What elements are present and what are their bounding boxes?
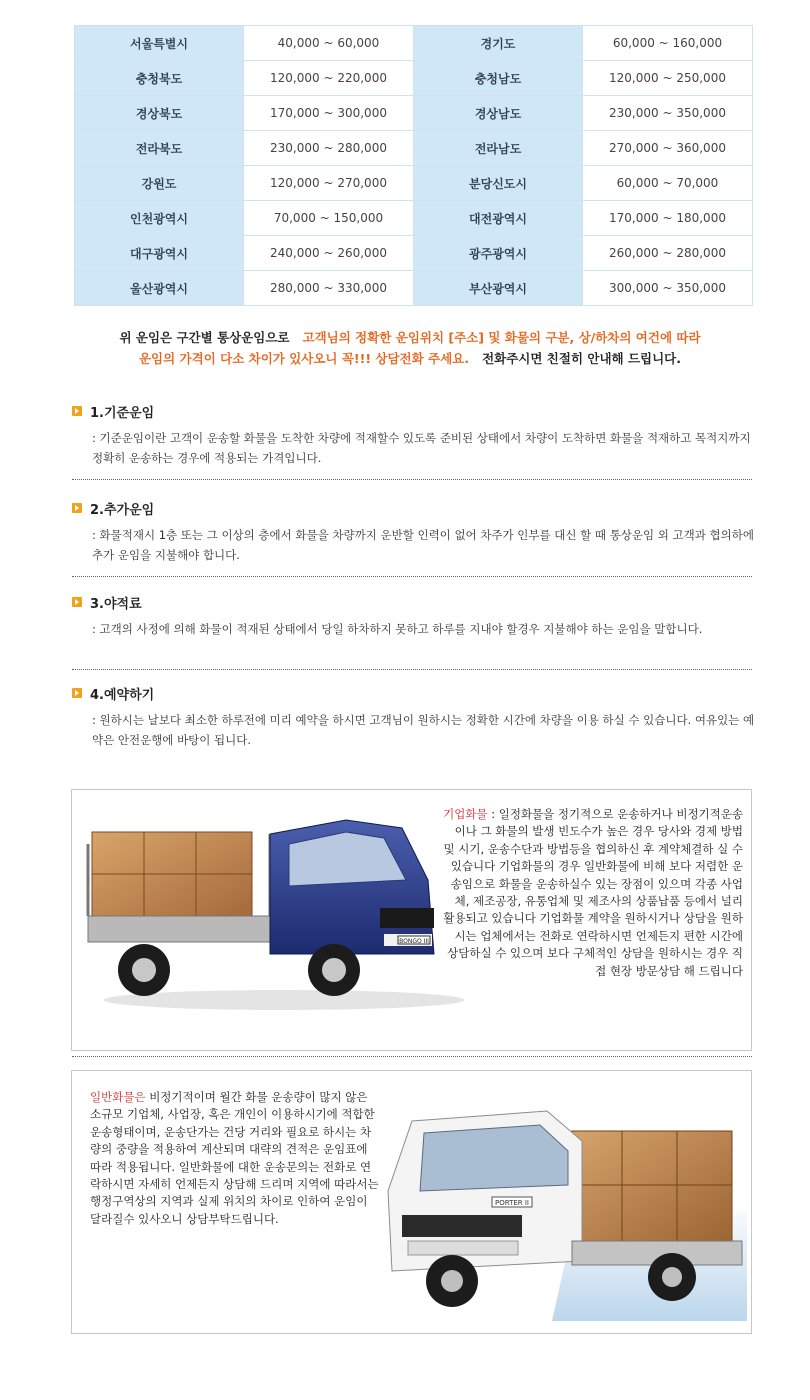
section-description: : 원하시는 날보다 최소한 하루전에 미리 예약을 하시면 고객님이 원하시는 정확한 시간에 차량을 이용 하실 수 있습니다. 여유있는 예약은 안전운행에 바탕이 됩니다. (92, 713, 755, 747)
blue-truck-image (84, 804, 474, 1014)
arrow-bullet-icon (72, 406, 82, 416)
region-name: 분당신도시 (414, 166, 583, 201)
fare-range: 270,000 ~ 360,000 (583, 131, 753, 166)
notice-line1-dark: 위 운임은 구간별 통상운임으로 (119, 330, 290, 345)
section-reservation (72, 684, 755, 750)
region-name: 서울특별시 (75, 26, 244, 61)
fare-range: 170,000 ~ 300,000 (244, 96, 414, 131)
general-cargo-text (90, 1089, 380, 1228)
section-title: 4.예약하기 (90, 688, 155, 703)
general-cargo-box (71, 1070, 752, 1334)
region-name: 부산광역시 (414, 271, 583, 306)
fare-row (75, 96, 753, 131)
region-name: 경상북도 (75, 96, 244, 131)
section-description: : 화물적재시 1층 또는 그 이상의 층에서 화물을 차량까지 운반할 인력이 없어 차주가 인부를 대신 할 때 통상운임 외 고객과 협의하에 추가 운임을 지불해야 합니다. (92, 528, 754, 562)
fare-table-body (75, 26, 753, 306)
fare-range: 40,000 ~ 60,000 (244, 26, 414, 61)
corporate-cargo-box (71, 789, 752, 1051)
general-cargo-label: 일반화물은 (90, 1090, 146, 1104)
fare-row (75, 131, 753, 166)
section-title: 2.추가운임 (90, 503, 155, 518)
notice-line2-dark: 전화주시면 친절히 안내해 드립니다. (482, 351, 682, 366)
fare-notice (60, 327, 760, 369)
corporate-cargo-description: : 일정화물을 정기적으로 운송하거나 비정기적운송이나 그 화물의 발생 빈도수가 높은 경우 당사와 경제 방법 및 시기, 운송수단과 방법등을 협의하신 후 계약체결하 실 수 있습니다 기업화물의 경우 일반화물에 비해 보다 저렴한 운송임으로 화물을 운송하실수 있는 장점이 있으며 각종 사업체, 제조공장, 유통업체 및 제조사의 상품납품 등에서 널리 활용되고 있습니다 기업화물 계약을 원하시거나 상담을 원하시는 업체에서는 전화로 연락하시면 언제든지 편한 시간에 상담하실 수 있으며 보다 구체적인 상담을 원하시는 경우 직접 현장 방문상담 해 드립니다 (443, 807, 743, 978)
fare-table (74, 25, 753, 306)
fare-row (75, 61, 753, 96)
region-name: 인천광역시 (75, 201, 244, 236)
fare-row (75, 166, 753, 201)
fare-row (75, 271, 753, 306)
section-storage-fee (72, 593, 752, 639)
section-description: : 기준운임이란 고객이 운송할 화물을 도착한 차량에 적재할수 있도록 준비된 상태에서 차량이 도착하면 화물을 적재하고 목적지까지 정확히 운송하는 경우에 적용되는 가격입니다. (92, 431, 751, 465)
truck-badge: PORTER II (494, 1199, 530, 1207)
region-name: 광주광역시 (414, 236, 583, 271)
fare-range: 120,000 ~ 220,000 (244, 61, 414, 96)
corporate-cargo-text (443, 806, 743, 980)
corporate-cargo-label: 기업화물 (443, 807, 488, 821)
region-name: 전라남도 (414, 131, 583, 166)
fare-range: 120,000 ~ 250,000 (583, 61, 753, 96)
fare-range: 280,000 ~ 330,000 (244, 271, 414, 306)
arrow-bullet-icon (72, 597, 82, 607)
dotted-divider (72, 669, 752, 670)
region-name: 충청북도 (75, 61, 244, 96)
fare-range: 240,000 ~ 260,000 (244, 236, 414, 271)
fare-row (75, 236, 753, 271)
truck-badge: BONGO III (399, 938, 429, 945)
arrow-bullet-icon (72, 503, 82, 513)
region-name: 대전광역시 (414, 201, 583, 236)
region-name: 전라북도 (75, 131, 244, 166)
dotted-divider (72, 576, 752, 577)
section-base-fare (72, 402, 752, 468)
fare-range: 300,000 ~ 350,000 (583, 271, 753, 306)
arrow-bullet-icon (72, 688, 82, 698)
fare-range: 170,000 ~ 180,000 (583, 201, 753, 236)
region-name: 경기도 (414, 26, 583, 61)
notice-line1-orange: 고객님의 정확한 운임위치 [주소] 및 화물의 구분, 상/하차의 여건에 따라 (302, 330, 701, 345)
region-name: 대구광역시 (75, 236, 244, 271)
region-name: 경상남도 (414, 96, 583, 131)
dotted-divider (72, 479, 752, 480)
fare-range: 70,000 ~ 150,000 (244, 201, 414, 236)
notice-line2-orange: 운임의 가격이 다소 차이가 있사오니 꼭!!! 상담전화 주세요. (138, 351, 470, 366)
region-name: 충청남도 (414, 61, 583, 96)
region-name: 울산광역시 (75, 271, 244, 306)
fare-range: 260,000 ~ 280,000 (583, 236, 753, 271)
fare-range: 230,000 ~ 280,000 (244, 131, 414, 166)
fare-range: 60,000 ~ 160,000 (583, 26, 753, 61)
fare-row (75, 201, 753, 236)
fare-range: 60,000 ~ 70,000 (583, 166, 753, 201)
fare-range: 230,000 ~ 350,000 (583, 96, 753, 131)
section-additional-fare (72, 499, 752, 565)
white-truck-image (372, 1081, 747, 1321)
section-description: : 고객의 사정에 의해 화물이 적재된 상태에서 당일 하차하지 못하고 하루를 지내야 할경우 지불해야 하는 운임을 말합니다. (92, 622, 703, 636)
section-title: 3.야적료 (90, 597, 142, 612)
dotted-divider (72, 1056, 752, 1057)
section-title: 1.기준운임 (90, 406, 155, 421)
general-cargo-description: 비정기적이며 월간 화물 운송량이 많지 않은 소규모 기업체, 사업장, 혹은 개인이 이용하시기에 적합한 운송형태이며, 운송단가는 건당 거리와 필요로 하시는 차량의 중량을 적용하여 계산되며 대략의 견적은 운임표에 따라 적용됩니다. 일반화물에 대한 운송문의는 전화로 연락하시면 자세히 언제든지 상담해 드리며 지역에 따라서는 행정구역상의 지역과 실제 위치의 차이로 인하여 운임이 달라질수 있사오니 상담부탁드립니다. (90, 1090, 379, 1226)
fare-row (75, 26, 753, 61)
fare-range: 120,000 ~ 270,000 (244, 166, 414, 201)
region-name: 강원도 (75, 166, 244, 201)
